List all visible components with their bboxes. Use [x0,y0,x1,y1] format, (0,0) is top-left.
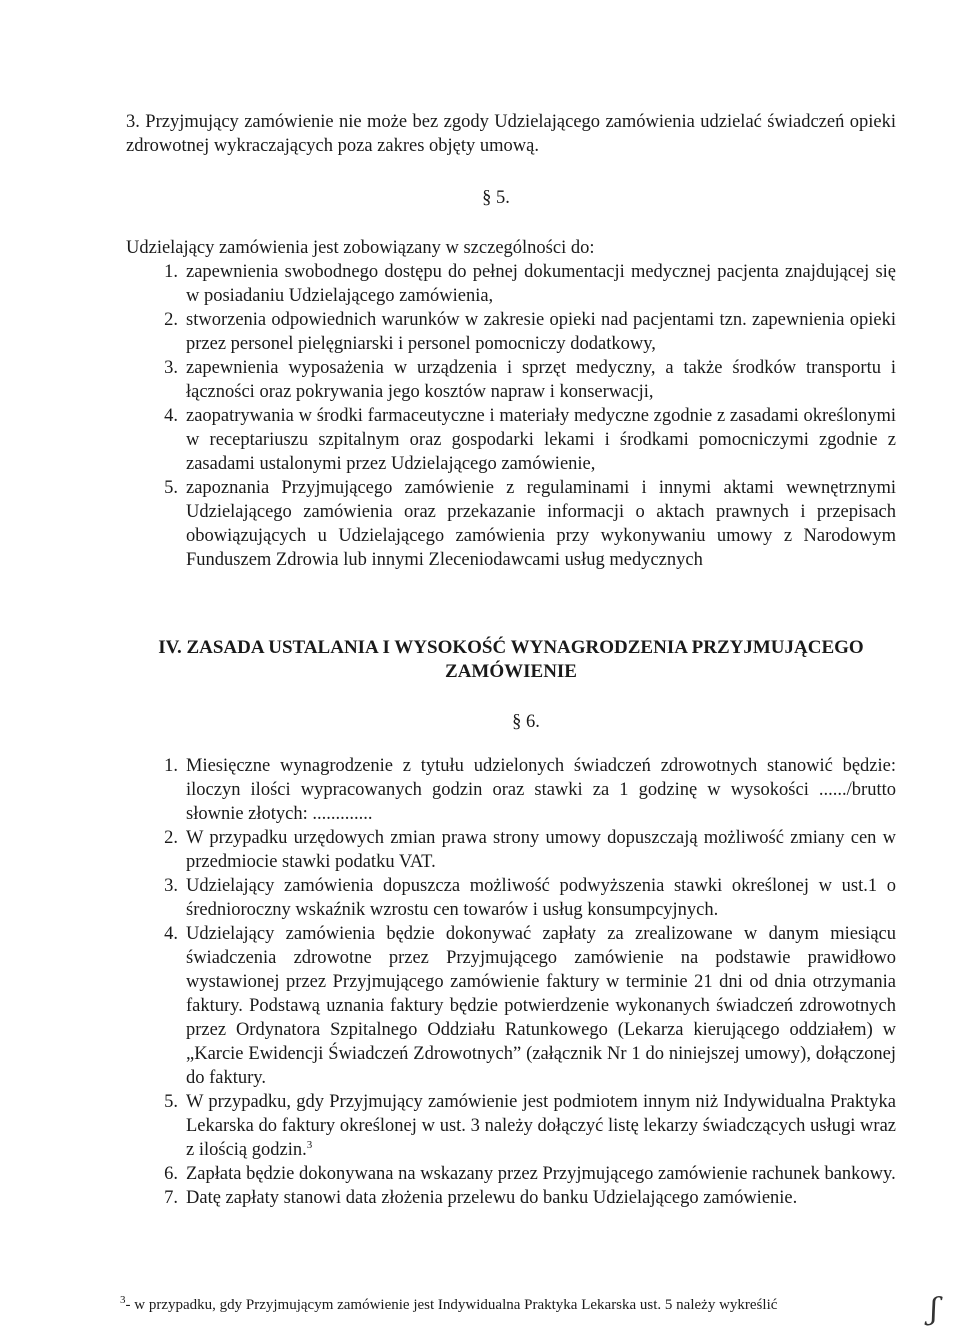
section-iv-heading-line1: IV. ZASADA USTALANIA I WYSOKOŚĆ WYNAGRODZENIA PRZYJMUJĄCEGO [158,637,864,658]
list-item [126,754,896,826]
list-item [126,1186,896,1210]
footnote-text: - w przypadku, gdy Przyjmującym zamówienie jest Indywidualna Praktyka Lekarska ust. 5 należy wykreślić [125,1297,778,1313]
list-item [126,260,896,308]
list-item-text: zapoznania Przyjmującego zamówienie z regulaminami i innymi aktami wewnętrznymi Udzielającego zamówienia oraz przekazanie informacji o aktach prawnych i przepisach obowiązujących u Udzielającego zamówienia przy wykonywaniu umowy z Narodowym Funduszem Zdrowia lub innymi Zleceniodawcami usług medycznych [186,478,896,570]
list-item [126,1090,896,1162]
intro-paragraph: 3. Przyjmujący zamówienie nie może bez zgody Udzielającego zamówienia udzielać świadczeń opieki zdrowotnej wykraczających poza zakres objęty umową. [126,112,896,156]
list-item [126,476,896,572]
list-item [126,874,896,922]
section-5-mark: § 5. [482,188,510,208]
list-item-text: W przypadku, gdy Przyjmujący zamówienie jest podmiotem innym niż Indywidualna Praktyka Lekarska do faktury określonej w ust. 3 należy dołączyć listę lekarzy świadczących usługi wraz z ilością godzin. [186,1092,896,1160]
list-item-text: Udzielający zamówienia będzie dokonywać zapłaty za zrealizowane w danym miesiącu świadczenia zdrowotne przez Przyjmującego zamówienie na podstawie prawidłowo wystawionej przez Przyjmującego zamówienie faktury w terminie 21 dni od dnia otrzymania faktury. Podstawą uznania faktury będzie potwierdzenie wykonanych świadczeń zdrowotnych przez Ordynatora Szpitalnego Oddziału Ratunkowego (Lekarza kierującego oddziałem) w „Karcie Ewidencji Świadczeń Zdrowotnych” (załącznik Nr 1 do niniejszej umowy), dołączonej do faktury. [186,924,896,1088]
list-item-text: Udzielający zamówienia dopuszcza możliwość podwyższenia stawki określonej w ust.1 o średnioroczny wskaźnik wzrostu cen towarów i usług konsumpcyjnych. [186,876,896,920]
list-item [126,356,896,404]
list-item-number: 4. [164,924,178,944]
list-item-number: 3. [164,876,178,896]
section-iv-heading [126,636,896,684]
initials-mark-icon: ʃ [930,1292,939,1327]
list-item-text: zapewnienia wyposażenia w urządzenia i sprzęt medyczny, a także środków transportu i łączności oraz pokrywania jego kosztów napraw i konserwacji, [186,358,896,402]
list-item-text: stworzenia odpowiednich warunków w zakresie opieki nad pacjentami tzn. zapewnienia opieki przez personel pielęgniarski i personel pomocniczy dodatkowy, [186,310,896,354]
section-5-list [126,260,896,572]
list-item-number: 3. [164,358,178,378]
list-item-number: 5. [164,478,178,498]
list-item [126,826,896,874]
list-item-text: zapewnienia swobodnego dostępu do pełnej dokumentacji medycznej pacjenta znajdującej się w posiadaniu Udzielającego zamówienia, [186,262,896,306]
list-item-number: 2. [164,310,178,330]
list-item-number: 1. [164,262,178,282]
list-item-text: W przypadku urzędowych zmian prawa strony umowy dopuszczają możliwość zmiany cen w przedmiocie stawki podatku VAT. [186,828,896,872]
list-item-number: 5. [164,1092,178,1112]
list-item-number: 1. [164,756,178,776]
section-5-lead: Udzielający zamówienia jest zobowiązany w szczególności do: [126,238,595,258]
list-item-number: 4. [164,406,178,426]
section-6-list [126,754,896,1210]
footnote-reference: 3 [306,1138,313,1151]
list-item-number: 2. [164,828,178,848]
section-iv-heading-line2: ZAMÓWIENIE [445,661,577,682]
list-item [126,1162,896,1186]
footnote-number: 3 [120,1294,126,1306]
list-item-text: zaopatrywania w środki farmaceutyczne i materiały medyczne zgodnie z zasadami określonymi w receptariuszu szpitalnym oraz gospodarki lekami i środkami pomocniczymi zgodnie z zasadami ustalonymi przez Udzielającego zamówienie, [186,406,896,474]
section-6-mark: § 6. [512,712,540,732]
list-item-number: 6. [164,1164,178,1184]
list-item-text: Datę zapłaty stanowi data złożenia przelewu do banku Udzielającego zamówienie. [186,1188,798,1208]
list-item-text: Miesięczne wynagrodzenie z tytułu udzielonych świadczeń zdrowotnych stanowić będzie: iloczyn ilości wypracowanych godzin oraz stawki za 1 godzinę w wysokości ....../brutto słownie złotych: ............. [186,756,896,824]
list-item-number: 7. [164,1188,178,1208]
list-item-text: Zapłata będzie dokonywana na wskazany przez Przyjmującego zamówienie rachunek bankowy. [186,1164,896,1184]
footnote [120,1295,920,1315]
list-item [126,404,896,476]
list-item [126,308,896,356]
list-item [126,922,896,1090]
